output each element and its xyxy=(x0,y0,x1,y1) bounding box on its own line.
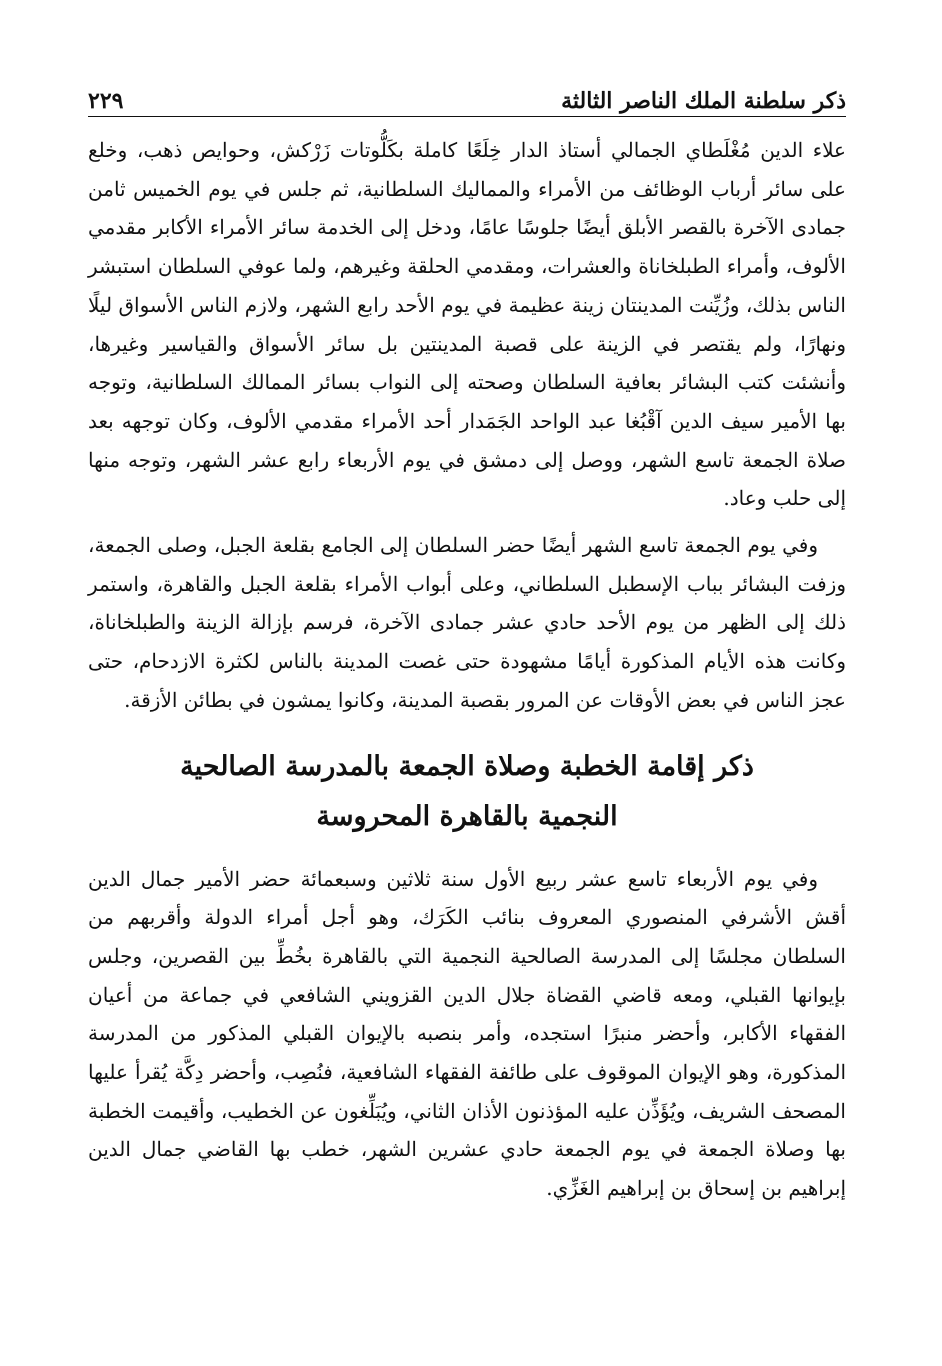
running-header xyxy=(88,72,846,117)
paragraph-3: وفي يوم الأربعاء تاسع عشر ربيع الأول سنة ثلاثين وسبعمائة حضر الأمير جمال الدين أقش الأشرفي المنصوري المعروف بنائب الكَرَك، وهو أجل أمراء الدولة وأقربهم من السلطان مجلسًا إلى المدرسة الصالحية النجمية التي بالقاهرة بخُطِّ بين القصرين، وجلس بإيوانها القبلي، ومعه قاضي القضاة جلال الدين القزويني الشافعي في جماعة من أعيان الفقهاء الأكابر، وأحضر منبرًا استجده، وأمر بنصبه بالإيوان القبلي المذكور من المدرسة المذكورة، وهو الإيوان الموقوف على طائفة الفقهاء الشافعية، فنُصِب، وأحضر دِكَّة يُقرأ عليها المصحف الشريف، ويُؤَذِّن عليه المؤذنون الأذان الثاني، ويُبَلِّغون عن الخطيب، وأقيمت الخطبة بها وصلاة الجمعة في يوم الجمعة حادي عشرين الشهر، خطب بها القاضي جمال الدين إبراهيم بن إسحاق بن إبراهيم الغَزِّي. xyxy=(88,866,846,1201)
section-heading xyxy=(88,742,846,842)
section-heading-line-1: ذكر إقامة الخطبة وصلاة الجمعة بالمدرسة الصالحية xyxy=(180,750,754,782)
page-number: ٢٢٩ xyxy=(88,88,124,114)
section-heading-line-2: النجمية بالقاهرة المحروسة xyxy=(316,800,618,832)
paragraph-2: وفي يوم الجمعة تاسع الشهر أيضًا حضر السلطان إلى الجامع بقلعة الجبل، وصلى الجمعة، وزفت البشائر بباب الإسطبل السلطاني، وعلى أبواب الأمراء بقلعة الجبل والقاهرة، واستمر ذلك إلى الظهر من يوم الأحد حادي عشر جمادى الآخرة، فرسم بإزالة الزينة والطبلخاناة، وكانت هذه الأيام المذكورة أيامًا مشهودة حتى غصت المدينة بالناس لكثرة الازدحام، حتى عجز الناس في بعض الأوقات عن المرور بقصبة المدينة، وكانوا يمشون في بطائن الأزقة. xyxy=(88,533,846,712)
running-header-title: ذكر سلطنة الملك الناصر الثالثة xyxy=(561,88,846,114)
paragraph-1: علاء الدين مُغْلَطاي الجمالي أستاذ الدار خِلَعًا كاملة بكَلُّوتات زَرْكش، وحوايص ذهب، وخلع على سائر أرباب الوظائف من الأمراء والمماليك السلطانية، ثم جلس في يوم الخميس ثامن جمادى الآخرة بالقصر الأبلق أيضًا جلوسًا عامًا، ودخل إلى الخدمة سائر الأمراء الأكابر مقدمي الألوف، وأمراء الطبلخاناة والعشرات، ومقدمي الحلقة وغيرهم، ولما عوفي السلطان استبشر الناس بذلك، وزُيِّنت المدينتان زينة عظيمة في يوم الأحد رابع الشهر، ولازم الناس الأسواق ليلًا ونهارًا، ولم يقتصر في الزينة على قصبة المدينتين بل سائر الأسواق والقياسير وغيرها، وأنشئت كتب البشائر بعافية السلطان وصحته إلى النواب بسائر الممالك السلطانية، وتوجه بها الأمير سيف الدين آقْبُغا عبد الواحد الجَمَدار أحد الأمراء مقدمي الألوف، وكان توجهه بعد صلاة الجمعة تاسع الشهر، ووصل إلى دمشق في يوم الأربعاء رابع عشر الشهر، وتوجه منها إلى حلب وعاد. xyxy=(88,138,846,511)
book-page xyxy=(88,72,846,1342)
